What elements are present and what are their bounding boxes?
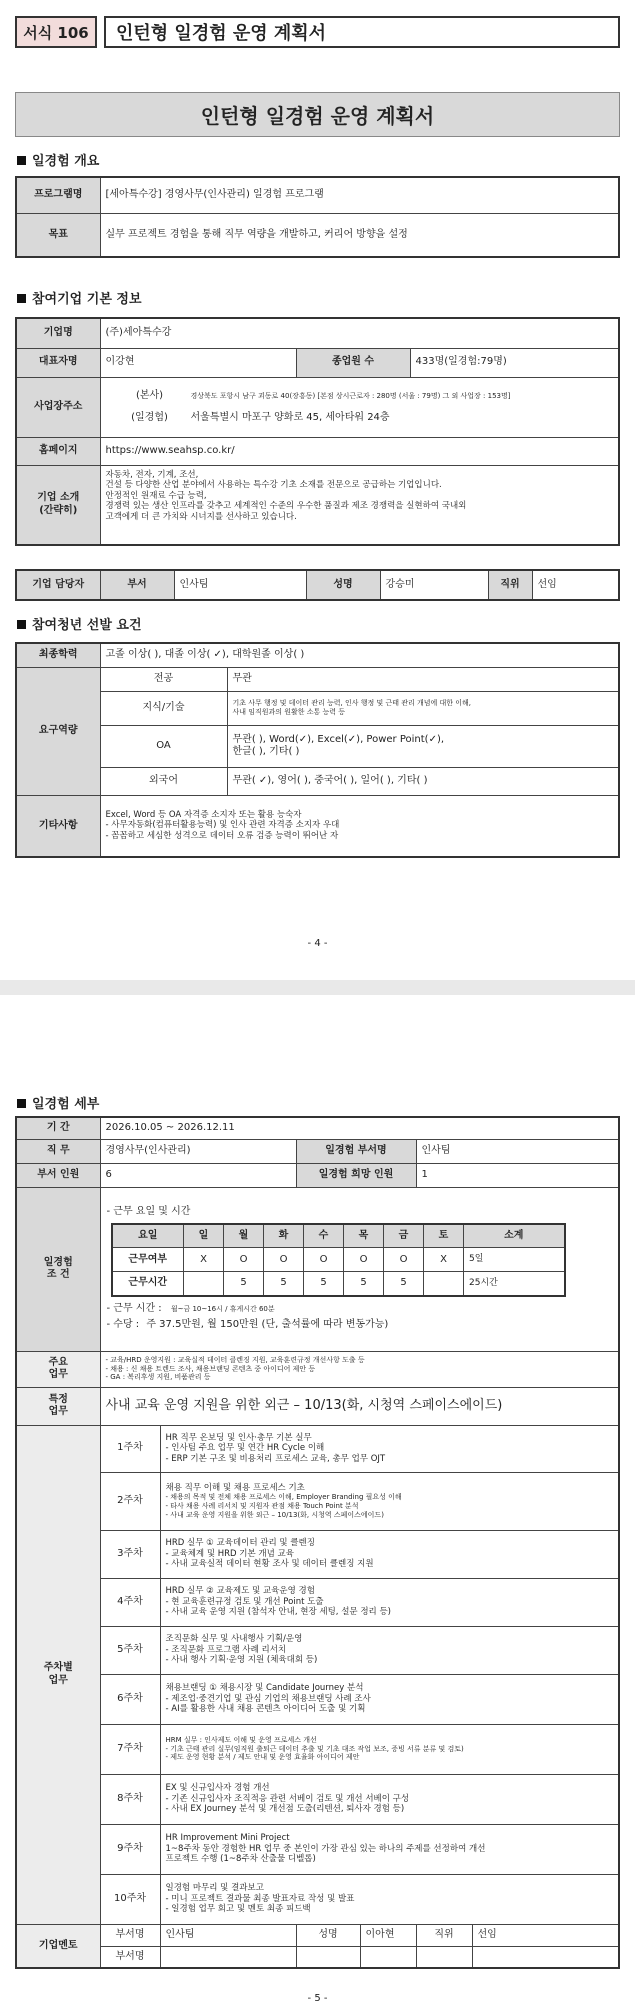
schedule-cell: 5 — [304, 1272, 344, 1296]
document-page-5 — [0, 995, 635, 2006]
schedule-header: 토 — [424, 1224, 464, 1248]
workplace-dept-value: 인사팀 — [416, 1139, 619, 1163]
week-line: HRM 실무 : 인사제도 이해 및 운영 프로세스 개선 — [165, 1735, 317, 1744]
week-line: HRD 실무 ① 교육데이터 관리 및 클렌징 — [165, 1538, 315, 1549]
site-label: (일경험) — [131, 411, 168, 423]
hq-address: 경상북도 포항시 남구 괴동로 40(장흥동) [본점 상시근로자 : 280명 (서울 : 79명) 그 외 사업장 : 153명] — [190, 391, 511, 400]
mentor-label: 기업멘토 — [16, 1924, 100, 1968]
main-title: 인턴형 일경험 운영 계획서 — [200, 104, 435, 128]
job-value: 경영사무(인사관리) — [100, 1139, 296, 1163]
square-bullet-icon — [17, 620, 26, 629]
section-title: 일경험 세부 — [32, 1097, 100, 1112]
mentor-position-value: 선임 — [472, 1924, 619, 1946]
form-title-box — [104, 16, 620, 48]
schedule-cell: O — [344, 1248, 384, 1272]
week-content — [160, 1530, 619, 1578]
manager-dept-value: 인사팀 — [174, 570, 306, 600]
mentor-dept-value: 인사팀 — [160, 1924, 296, 1946]
week-line: 1~8주차 동안 경험한 HR 업무 중 본인이 가장 관심 있는 하나의 주제를 선정하여 개선 — [165, 1843, 486, 1854]
week-content — [160, 1724, 619, 1774]
week-line: - 일경험 업무 회고 및 멘토 최종 피드백 — [165, 1904, 311, 1915]
program-value: [세아특수강] 경영사무(인사관리) 일경험 프로그램 — [100, 177, 619, 213]
staff-value: 6 — [100, 1163, 296, 1187]
week-line: EX 및 신규입사자 경험 개선 — [165, 1783, 270, 1794]
week-line: - 사내 교육 운영 지원 (참석자 안내, 현장 세팅, 설문 정리 등) — [165, 1607, 391, 1618]
mentor-name-label: 성명 — [296, 1924, 360, 1946]
weekly-label-line: 주차별 — [43, 1662, 73, 1673]
company-name-value: (주)세아특수강 — [100, 318, 619, 348]
week-line: 일경험 마무리 및 결과보고 — [165, 1883, 264, 1894]
week-label: 8주차 — [100, 1774, 160, 1824]
schedule-cell: O — [304, 1248, 344, 1272]
oa-line: 한글( ), 기타( ) — [232, 746, 300, 757]
oa-value — [227, 725, 619, 767]
employees-value: 433명(일경험:79명) — [410, 348, 619, 377]
company-name-label: 기업명 — [16, 318, 100, 348]
education-value: 고졸 이상( ), 대졸 이상( ✓), 대학원졸 이상( ) — [100, 643, 619, 667]
week-line: - AI를 활용한 사내 채용 콘텐츠 아이디어 도출 및 기획 — [165, 1704, 366, 1715]
form-number: 서식 106 — [23, 23, 89, 42]
manager-name-label: 성명 — [306, 570, 380, 600]
intro-line: 안정적인 원재료 수급 능력, — [105, 490, 207, 501]
week-line: - 조직문화 프로그램 사례 리서치 — [165, 1644, 287, 1655]
address-value — [100, 377, 619, 437]
main-duty-line: - 채용 : 신 채용 트렌드 조사, 채용브랜딩 콘텐츠 중 아이디어 제안 등 — [105, 1364, 316, 1373]
conditions-value — [100, 1187, 619, 1351]
main-duties-label-line: 주요 — [48, 1356, 68, 1368]
special-duties-label — [16, 1387, 100, 1425]
job-label: 직 무 — [16, 1139, 100, 1163]
special-duties-label-line: 업무 — [48, 1406, 68, 1417]
schedule-cell: O — [224, 1248, 264, 1272]
week-line: - 제조업·중견기업 및 관심 기업의 채용브랜딩 사례 조사 — [165, 1693, 371, 1704]
schedule-cell: 5 — [344, 1272, 384, 1296]
special-duties-label-line: 특정 — [48, 1393, 68, 1405]
oa-label: OA — [100, 725, 227, 767]
document-page-4 — [0, 0, 635, 980]
etc-line: - 사무자동화(컴퓨터활용능력) 및 인사 관련 자격증 소지자 우대 — [105, 820, 340, 831]
staff-label: 부서 인원 — [16, 1163, 100, 1187]
section-title: 일경험 개요 — [32, 154, 100, 169]
schedule-cell: 5 — [224, 1272, 264, 1296]
week-line: - 기초 근태 관리 실무(임직원 출퇴근 데이터 추출 및 기초 대조 작업 보조, 증빙 서류 분류 및 검토) — [165, 1744, 464, 1753]
week-line: 프로젝트 수행 (1~8주차 산출물 디벨롭) — [165, 1854, 316, 1865]
intro-label — [16, 465, 100, 545]
schedule-header: 요일 — [112, 1224, 184, 1248]
wanted-count-label: 일경험 희망 인원 — [296, 1163, 416, 1187]
page-number: - 5 - — [307, 1993, 328, 2004]
week-content — [160, 1874, 619, 1924]
week-line: 채용 직무 이해 및 채용 프로세스 기초 — [165, 1482, 305, 1493]
site-address: 서울특별시 마포구 양화로 45, 세아타워 24층 — [190, 411, 390, 423]
section-title: 참여기업 기본 정보 — [32, 292, 142, 307]
week-label: 5주차 — [100, 1626, 160, 1674]
major-label: 전공 — [100, 667, 227, 691]
hq-label: (본사) — [135, 389, 164, 401]
section-heading-company — [17, 288, 142, 307]
workplace-dept-label: 일경험 부서명 — [296, 1139, 416, 1163]
schedule-row-label: 근무시간 — [112, 1272, 184, 1296]
manager-dept-label: 부서 — [100, 570, 174, 600]
homepage-value[interactable]: https://www.seahsp.co.kr/ — [100, 437, 619, 465]
week-line: - 사내 교육 운영 지원을 위한 외근 – 10/13(화, 시청역 스페이스에이드) — [165, 1510, 384, 1519]
week-line: - 사내 EX Journey 분석 및 개선점 도출(리텐션, 퇴사자 경험 등) — [165, 1804, 405, 1815]
schedule-header: 금 — [384, 1224, 424, 1248]
intro-value — [100, 465, 619, 545]
square-bullet-icon — [17, 294, 26, 303]
schedule-header: 화 — [264, 1224, 304, 1248]
section-heading-details — [17, 1093, 99, 1112]
manager-position-value: 선임 — [532, 570, 619, 600]
mentor-dept-label-2: 부서명 — [100, 1946, 160, 1968]
workday-title: - 근무 요일 및 시간 — [106, 1206, 191, 1218]
intro-line: 경쟁력 있는 생산 인프라를 갖추고 세계적인 수준의 우수한 품질과 제조 경쟁력을 실현하여 국내외 — [105, 501, 467, 512]
education-label: 최종학력 — [16, 643, 100, 667]
mentor-name-value: 이아현 — [360, 1924, 416, 1946]
main-duties-label — [16, 1351, 100, 1387]
schedule-cell: X — [424, 1248, 464, 1272]
language-value: 무관( ✓), 영어( ), 중국어( ), 일어( ), 기타( ) — [227, 767, 619, 795]
pay-line — [107, 1319, 613, 1332]
week-content — [160, 1578, 619, 1626]
wanted-count-value: 1 — [416, 1163, 619, 1187]
requirements-table — [15, 642, 620, 858]
week-line: - 채용의 목적 및 전체 채용 프로세스 이해, Employer Branding 필요성 이해 — [165, 1493, 402, 1502]
week-label: 10주차 — [100, 1874, 160, 1924]
week-line: - 제도 운영 현황 분석 / 제도 안내 및 운영 효율화 아이디어 제안 — [165, 1753, 360, 1762]
manager-label: 기업 담당자 — [16, 570, 100, 600]
pay-value: 주 37.5만원, 월 150만원 (단, 출석률에 따라 변동가능) — [146, 1319, 389, 1331]
conditions-label-line: 조 건 — [46, 1269, 70, 1280]
week-line: 조직문화 실무 및 사내행사 기획/운영 — [165, 1634, 303, 1645]
oa-line: 무관( ), Word(✓), Excel(✓), Power Point(✓), — [232, 733, 445, 745]
work-hours-value: 월~금 10~16시 / 휴게시간 60분 — [170, 1304, 275, 1313]
mentor-position-label: 직위 — [416, 1924, 472, 1946]
week-label: 3주차 — [100, 1530, 160, 1578]
schedule-cell: 5일 — [464, 1248, 565, 1272]
manager-name-value: 강승미 — [380, 570, 488, 600]
intro-line: 자동차, 전자, 기계, 조선, — [105, 469, 199, 480]
week-content — [160, 1472, 619, 1530]
company-table — [15, 317, 620, 546]
knowledge-line: 기초 사무 행정 및 데이터 관리 능력, 인사 행정 및 근태 관리 개념에 대한 이해, — [232, 699, 471, 708]
section-title: 참여청년 선발 요건 — [32, 618, 142, 633]
weekly-duties-label — [16, 1425, 100, 1924]
knowledge-line: 사내 임직원과의 원활한 소통 능력 등 — [232, 708, 346, 716]
schedule-hours-row — [112, 1272, 565, 1296]
address-label: 사업장주소 — [16, 377, 100, 437]
ceo-label: 대표자명 — [16, 348, 100, 377]
knowledge-value — [227, 691, 619, 725]
program-label: 프로그램명 — [16, 177, 100, 213]
main-duties-label-line: 업무 — [48, 1369, 68, 1380]
mentor-dept-value-2 — [160, 1946, 296, 1968]
week-line: - 사내 행사 기획·운영 지원 (체육대회 등) — [165, 1655, 318, 1666]
intro-line: 고객에게 더 큰 가치와 시너지를 선사하고 있습니다. — [105, 512, 297, 522]
intro-line: 건설 등 다양한 산업 분야에서 사용하는 특수강 기초 소재를 전문으로 공급하는 기업입니다. — [105, 480, 442, 491]
period-value: 2026.10.05 ~ 2026.12.11 — [100, 1117, 619, 1139]
mentor-position-value-2 — [472, 1946, 619, 1968]
square-bullet-icon — [17, 156, 26, 165]
week-content — [160, 1774, 619, 1824]
mentor-dept-label: 부서명 — [100, 1924, 160, 1946]
week-line: HR 직무 온보딩 및 인사·총무 기본 실무 — [165, 1432, 312, 1443]
work-hours-line — [107, 1303, 613, 1316]
manager-position-label: 직위 — [488, 570, 532, 600]
schedule-header-row — [112, 1224, 565, 1248]
etc-line: Excel, Word 등 OA 자격증 소지자 또는 활용 능숙자 — [105, 809, 302, 820]
etc-label: 기타사항 — [16, 795, 100, 857]
week-label: 6주차 — [100, 1674, 160, 1724]
schedule-header: 일 — [184, 1224, 224, 1248]
week-line: - 현 교육훈련규정 검토 및 개선 Point 도출 — [165, 1596, 324, 1607]
mentor-position-label-2 — [416, 1946, 472, 1968]
week-content — [160, 1824, 619, 1874]
goal-label: 목표 — [16, 213, 100, 257]
schedule-cell — [184, 1272, 224, 1296]
intro-label-line: 기업 소개 — [37, 492, 80, 504]
section-heading-requirements — [17, 614, 142, 633]
week-label: 9주차 — [100, 1824, 160, 1874]
form-title: 인턴형 일경험 운영 계획서 — [116, 23, 327, 44]
week-content — [160, 1674, 619, 1724]
schedule-cell: 25시간 — [464, 1272, 565, 1296]
required-skills-label: 요구역량 — [16, 667, 100, 795]
schedule-row-label: 근무여부 — [112, 1248, 184, 1272]
language-label: 외국어 — [100, 767, 227, 795]
schedule-workday-row — [112, 1248, 565, 1272]
form-number-badge — [15, 16, 97, 48]
main-duties-value — [100, 1351, 619, 1387]
week-content — [160, 1626, 619, 1674]
etc-value — [100, 795, 619, 857]
week-line: - 기존 신규입사자 조직적응 관련 서베이 검토 및 개선 서베이 구성 — [165, 1793, 410, 1804]
week-line: - 타사 채용 사례 리서치 및 지원자 관점 채용 Touch Point 분석 — [165, 1501, 359, 1510]
schedule-header: 소계 — [464, 1224, 565, 1248]
schedule-cell: O — [384, 1248, 424, 1272]
period-label: 기 간 — [16, 1117, 100, 1139]
schedule-header: 목 — [344, 1224, 384, 1248]
week-content — [160, 1425, 619, 1472]
main-duty-line: - GA : 복리후생 지원, 비품관리 등 — [105, 1373, 211, 1382]
week-label: 1주차 — [100, 1425, 160, 1472]
schedule-header: 월 — [224, 1224, 264, 1248]
week-line: HR Improvement Mini Project — [165, 1833, 290, 1844]
schedule-cell: X — [184, 1248, 224, 1272]
manager-table — [15, 569, 620, 601]
major-value: 무관 — [227, 667, 619, 691]
week-line: 채용브랜딩 ① 채용시장 및 Candidate Journey 분석 — [165, 1683, 364, 1694]
special-duties-value: 사내 교육 운영 지원을 위한 외근 – 10/13(화, 시청역 스페이스에이드) — [100, 1387, 619, 1425]
week-label: 4주차 — [100, 1578, 160, 1626]
week-line: - 교육체계 및 HRD 기본 개념 교육 — [165, 1548, 294, 1559]
schedule-cell: 5 — [384, 1272, 424, 1296]
schedule-table — [111, 1223, 566, 1297]
schedule-cell: 5 — [264, 1272, 304, 1296]
schedule-cell: O — [264, 1248, 304, 1272]
week-line: - ERP 기본 구조 및 비용처리 프로세스 교육, 총무 업무 OJT — [165, 1453, 386, 1464]
week-line: - 인사팀 주요 업무 및 연간 HR Cycle 이해 — [165, 1443, 325, 1454]
conditions-label-line: 일경험 — [43, 1256, 73, 1268]
square-bullet-icon — [17, 1099, 26, 1108]
overview-table — [15, 176, 620, 258]
ceo-value: 이강현 — [100, 348, 296, 377]
homepage-label: 홈페이지 — [16, 437, 100, 465]
employees-label: 종업원 수 — [296, 348, 410, 377]
schedule-header: 수 — [304, 1224, 344, 1248]
week-label: 7주차 — [100, 1724, 160, 1774]
main-duty-line: - 교육/HRD 운영지원 : 교육실적 데이터 클렌징 지원, 교육훈련규정 개선사항 도출 등 — [105, 1355, 365, 1364]
mentor-name-value-2 — [360, 1946, 416, 1968]
work-hours-label: - 근무 시간 : — [106, 1302, 162, 1314]
mentor-name-label-2 — [296, 1946, 360, 1968]
week-line: HRD 실무 ② 교육제도 및 교육운영 경험 — [165, 1586, 315, 1597]
conditions-label — [16, 1187, 100, 1351]
week-line: - 사내 교육실적 데이터 현황 조사 및 데이터 클렌징 지원 — [165, 1559, 374, 1570]
schedule-cell — [424, 1272, 464, 1296]
pay-label: - 수당 : — [106, 1319, 140, 1331]
goal-value: 실무 프로젝트 경험을 통해 직무 역량을 개발하고, 커리어 방향을 설정 — [100, 213, 619, 257]
etc-line: - 꼼꼼하고 세심한 성격으로 데이터 오류 검증 능력이 뛰어난 자 — [105, 831, 339, 842]
main-title-box — [15, 92, 620, 137]
intro-label-line: (간략히) — [39, 504, 78, 516]
week-label: 2주차 — [100, 1472, 160, 1530]
knowledge-label: 지식/기술 — [100, 691, 227, 725]
details-table — [15, 1116, 620, 1969]
week-line: - 미니 프로젝트 결과물 최종 발표자료 작성 및 발표 — [165, 1893, 355, 1904]
section-heading-overview — [17, 150, 99, 169]
page-number: - 4 - — [307, 938, 328, 949]
weekly-label-line: 업무 — [48, 1674, 68, 1686]
